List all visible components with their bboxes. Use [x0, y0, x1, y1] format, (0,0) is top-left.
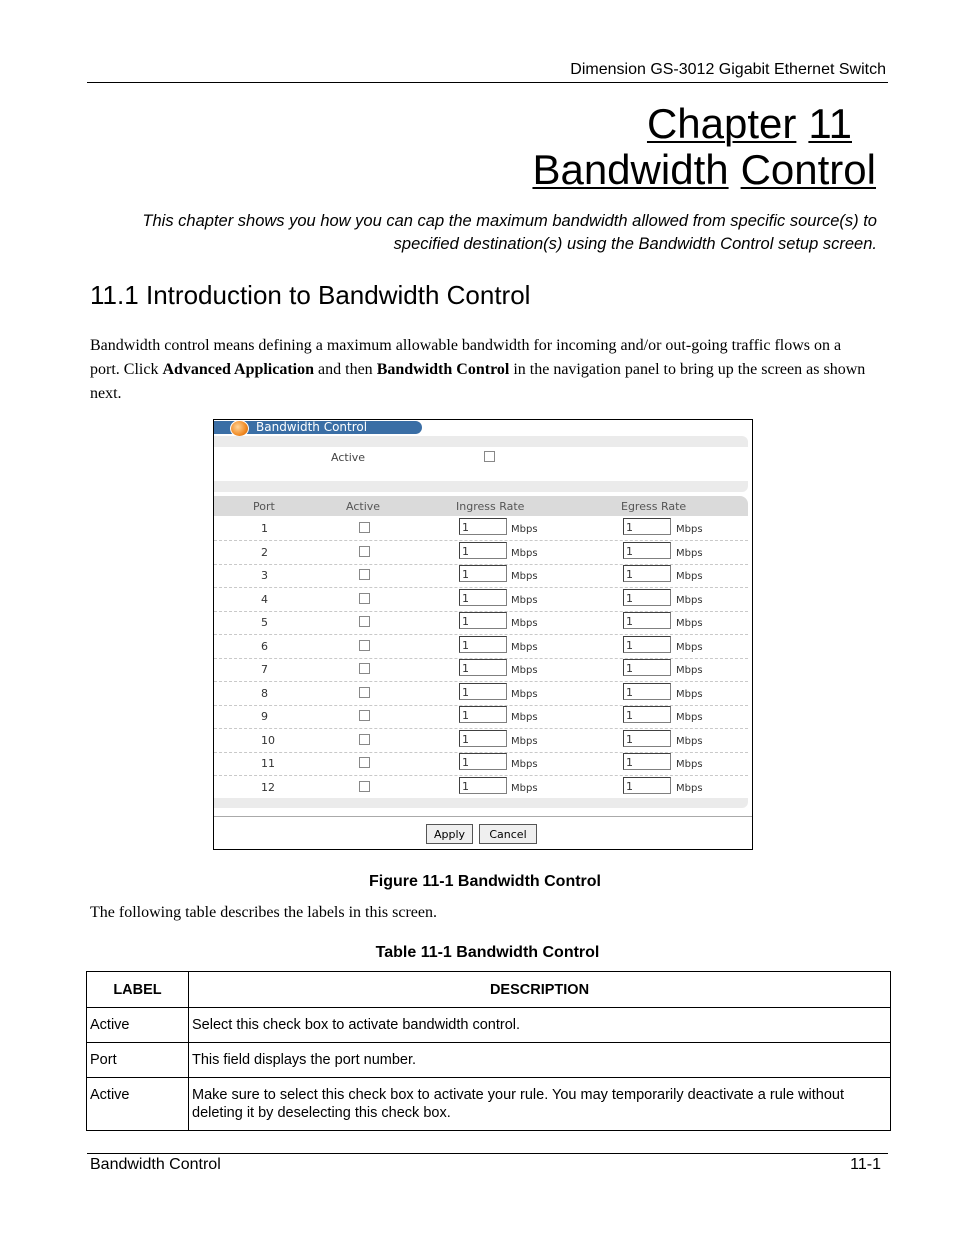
- paragraph-text: in the navigation panel to bring up the screen as shown next.: [90, 361, 866, 402]
- port-row: [214, 611, 748, 635]
- egress-unit-label: Mbps: [676, 735, 703, 747]
- bandwidth-control-screen: [213, 419, 753, 850]
- col-port-header: Port: [253, 500, 275, 513]
- port-row: [214, 658, 748, 682]
- port-active-checkbox[interactable]: [359, 546, 370, 557]
- ingress-rate-input[interactable]: 1: [459, 777, 507, 794]
- global-active-label: Active: [331, 451, 366, 464]
- egress-unit-label: Mbps: [676, 712, 703, 723]
- ingress-rate-input[interactable]: 1: [459, 683, 507, 700]
- ingress-unit-label: Mbps: [511, 712, 538, 723]
- row-description: Select this check box to activate bandwidth control.: [189, 1008, 891, 1043]
- ingress-unit-label: Mbps: [511, 735, 538, 747]
- ingress-unit-label: Mbps: [511, 524, 538, 535]
- port-number: 1: [261, 522, 268, 535]
- port-row: [214, 517, 748, 541]
- ingress-unit-label: Mbps: [511, 547, 538, 559]
- port-number: 5: [261, 616, 268, 629]
- port-active-checkbox[interactable]: [359, 687, 370, 698]
- egress-rate-input[interactable]: 1: [623, 565, 671, 582]
- port-number: 8: [261, 686, 268, 700]
- col-egress-header: Egress Rate: [621, 500, 687, 513]
- ingress-unit-label: Mbps: [511, 759, 538, 770]
- egress-rate-input[interactable]: 1: [623, 636, 671, 653]
- ingress-rate-input[interactable]: 1: [459, 730, 507, 747]
- chapter-title-word1: Bandwidth: [532, 146, 729, 193]
- col-active-header: Active: [346, 500, 381, 513]
- port-number: 6: [261, 639, 268, 653]
- active-panel-inner: [214, 447, 748, 481]
- ingress-rate-input[interactable]: 1: [459, 659, 507, 676]
- section-title: Introduction to Bandwidth Control: [146, 280, 531, 310]
- menu-ref-advanced-application: Advanced Application: [162, 361, 315, 378]
- port-number: 10: [261, 733, 275, 747]
- egress-rate-input[interactable]: 1: [623, 518, 671, 535]
- header-rule: [87, 82, 888, 83]
- label-column-header: LABEL: [87, 972, 189, 1008]
- port-row: [214, 729, 748, 753]
- button-separator: [214, 816, 752, 817]
- row-label: Active: [87, 1078, 189, 1131]
- table-row: [87, 1078, 891, 1131]
- ingress-unit-label: Mbps: [511, 571, 538, 582]
- ingress-rate-input[interactable]: 1: [459, 636, 507, 653]
- ingress-unit-label: Mbps: [511, 594, 538, 606]
- ingress-rate-input[interactable]: 1: [459, 565, 507, 582]
- egress-unit-label: Mbps: [676, 641, 703, 653]
- ingress-unit-label: Mbps: [511, 782, 538, 794]
- ingress-unit-label: Mbps: [511, 688, 538, 700]
- chapter-number-line: [647, 100, 852, 148]
- menu-ref-bandwidth-control: Bandwidth Control: [376, 361, 510, 378]
- egress-rate-input[interactable]: 1: [623, 730, 671, 747]
- port-row: [214, 682, 748, 706]
- egress-rate-input[interactable]: 1: [623, 753, 671, 770]
- col-ingress-header: Ingress Rate: [456, 500, 525, 513]
- table-footer-bar: [214, 798, 748, 808]
- screen-title: Bandwidth Control: [256, 420, 368, 434]
- port-active-checkbox[interactable]: [359, 663, 370, 674]
- port-number: 7: [261, 663, 268, 676]
- egress-unit-label: Mbps: [676, 547, 703, 559]
- table-intro-paragraph: The following table describes the labels in this screen.: [90, 904, 438, 921]
- row-label: Port: [87, 1043, 189, 1078]
- port-number: 3: [261, 569, 268, 582]
- port-active-checkbox[interactable]: [359, 757, 370, 768]
- egress-unit-label: Mbps: [676, 524, 703, 535]
- egress-rate-input[interactable]: 1: [623, 612, 671, 629]
- egress-unit-label: Mbps: [676, 759, 703, 770]
- egress-unit-label: Mbps: [676, 688, 703, 700]
- row-description: This field displays the port number.: [189, 1043, 891, 1078]
- port-row: [214, 752, 748, 776]
- port-active-checkbox[interactable]: [359, 593, 370, 604]
- egress-rate-input[interactable]: 1: [623, 777, 671, 794]
- port-row: [214, 705, 748, 729]
- paragraph-text: and then: [314, 361, 377, 378]
- port-active-checkbox[interactable]: [359, 640, 370, 651]
- table-caption: Table 11-1 Bandwidth Control: [375, 944, 600, 961]
- egress-unit-label: Mbps: [676, 618, 703, 629]
- ingress-rate-input[interactable]: 1: [459, 518, 507, 535]
- egress-rate-input[interactable]: 1: [623, 542, 671, 559]
- running-header: Dimension GS-3012 Gigabit Ethernet Switch: [570, 61, 886, 78]
- port-active-checkbox[interactable]: [359, 569, 370, 580]
- ingress-rate-input[interactable]: 1: [459, 753, 507, 770]
- port-active-checkbox[interactable]: [359, 616, 370, 627]
- figure-caption: Figure 11-1 Bandwidth Control: [368, 873, 601, 890]
- chapter-word: Chapter: [646, 100, 797, 147]
- port-active-checkbox[interactable]: [359, 710, 370, 721]
- chapter-number: 11: [808, 100, 852, 147]
- port-active-checkbox[interactable]: [359, 734, 370, 745]
- orange-bullet-icon: [230, 420, 249, 437]
- port-number: 4: [261, 592, 268, 606]
- port-row: [214, 588, 748, 612]
- chapter-intro: This chapter shows you how you can cap the maximum bandwidth allowed from specific source(s) to specified destination(s) using the Bandwidth Control setup screen.: [142, 212, 877, 253]
- egress-unit-label: Mbps: [676, 782, 703, 794]
- port-number: 2: [261, 545, 268, 559]
- ingress-unit-label: Mbps: [511, 618, 538, 629]
- table-row: [87, 1008, 891, 1043]
- label-description-table: [86, 971, 891, 1131]
- egress-rate-input[interactable]: 1: [623, 659, 671, 676]
- cancel-button[interactable]: Cancel: [479, 824, 537, 844]
- global-active-checkbox[interactable]: [484, 451, 495, 462]
- egress-unit-label: Mbps: [676, 665, 703, 676]
- port-row: [214, 635, 748, 659]
- row-description: Make sure to select this check box to activate your rule. You may temporarily deactivate a rule without deleting it by deselecting this check box.: [189, 1078, 891, 1131]
- footer-chapter: Bandwidth Control: [90, 1156, 221, 1173]
- section-number: 11.1: [90, 280, 139, 310]
- egress-rate-input[interactable]: 1: [623, 706, 671, 723]
- ingress-rate-input[interactable]: 1: [459, 589, 507, 606]
- ingress-unit-label: Mbps: [511, 665, 538, 676]
- egress-rate-input[interactable]: 1: [623, 589, 671, 606]
- port-active-checkbox[interactable]: [359, 522, 370, 533]
- table-header-row: [87, 972, 891, 1008]
- footer-rule: [87, 1153, 888, 1154]
- port-number: 11: [261, 757, 275, 770]
- apply-button[interactable]: Apply: [426, 824, 473, 844]
- ingress-rate-input[interactable]: 1: [459, 542, 507, 559]
- table-row: [87, 1043, 891, 1078]
- ingress-unit-label: Mbps: [511, 641, 538, 653]
- ingress-rate-input[interactable]: 1: [459, 612, 507, 629]
- paragraph-text: Bandwidth control means defining a maximum allowable bandwidth for incoming and/or out-going traffic flows on a port. Click: [90, 337, 842, 378]
- port-number: 12: [261, 780, 275, 794]
- egress-unit-label: Mbps: [676, 594, 703, 606]
- chapter-title-word2: Control: [740, 146, 876, 193]
- description-column-header: DESCRIPTION: [189, 972, 891, 1008]
- port-row: [214, 776, 748, 800]
- port-number: 9: [261, 710, 268, 723]
- egress-rate-input[interactable]: 1: [623, 683, 671, 700]
- port-row: [214, 541, 748, 565]
- body-paragraph: [90, 334, 870, 406]
- section-heading: [90, 280, 530, 311]
- chapter-title-line: [532, 146, 876, 194]
- port-row: [214, 564, 748, 588]
- egress-unit-label: Mbps: [676, 571, 703, 582]
- port-active-checkbox[interactable]: [359, 781, 370, 792]
- ingress-rate-input[interactable]: 1: [459, 706, 507, 723]
- row-label: Active: [87, 1008, 189, 1043]
- page-number: 11-1: [850, 1156, 881, 1173]
